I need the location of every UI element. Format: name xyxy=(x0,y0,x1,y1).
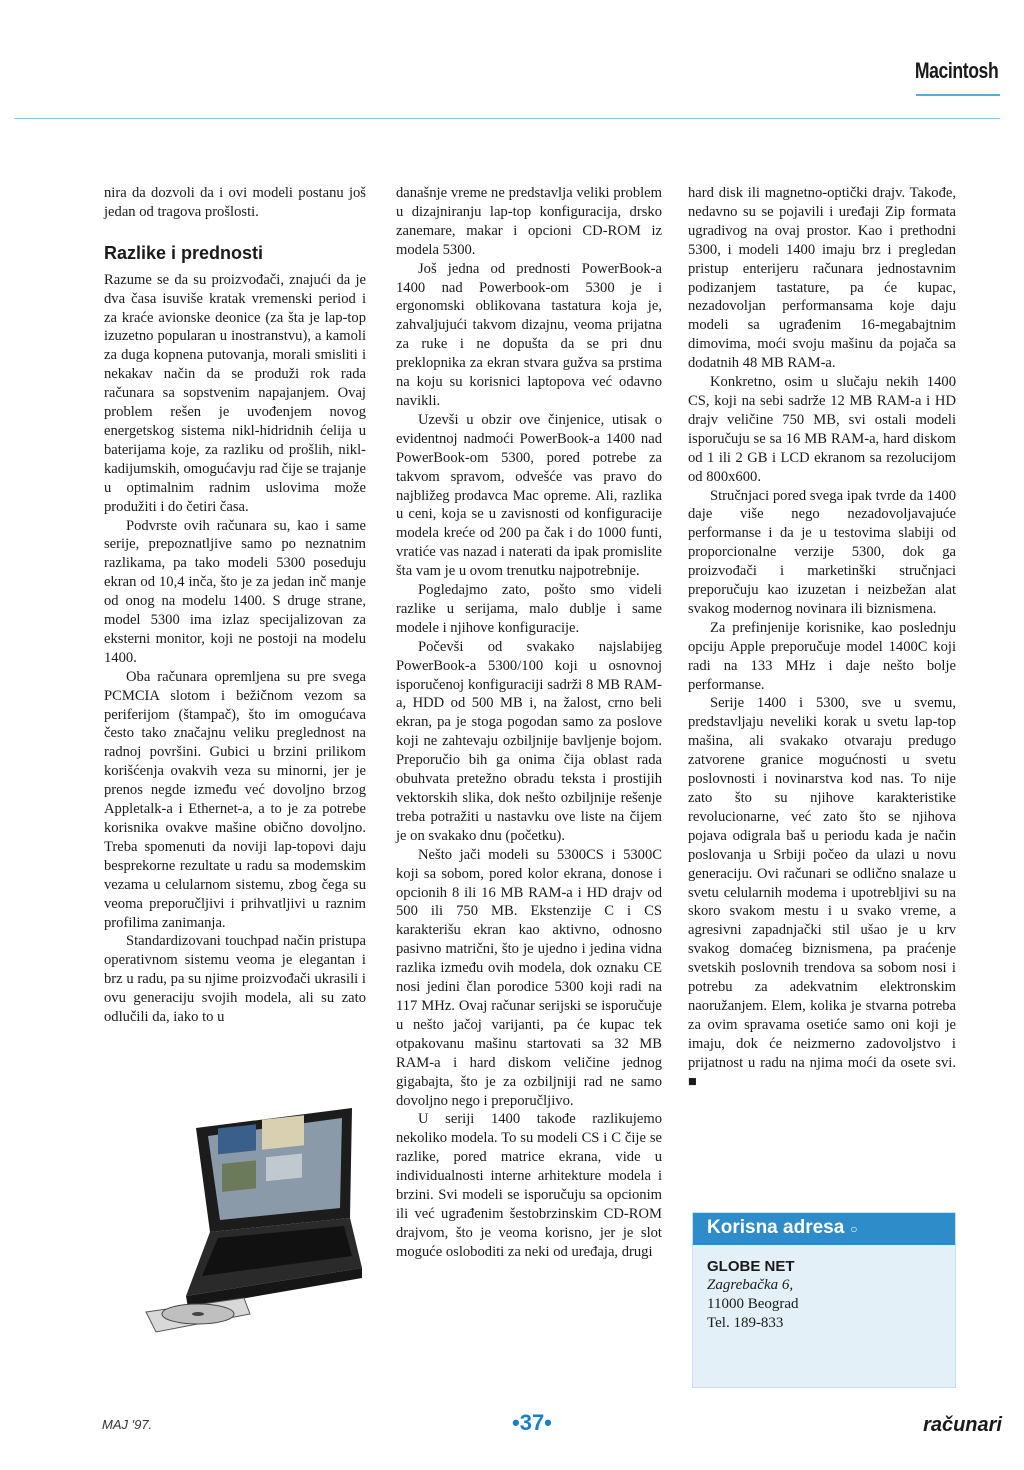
paragraph: Razume se da su proizvođači, znajući da je dva časa isuviše kratak vremenski period i za kraće avionske deonice (za šta je lap-top izuzetno popularan u inostranstvu), a kamoli za duga kopnena putovanja, morali smisliti i nekakav način da se produži rok rada računara sa sopstvenim napajanjem. Ovaj problem rešen je uvođenjem novog energetskog sistema nikl-hidridnih ćelija u baterijama koje, za razliku od prošlih, nikl-kadijumskih, omogućavju rad čije se trajanje u optimalnim radnim uslovima može produžiti i do četiri časa. xyxy=(104,271,366,515)
column-1 xyxy=(104,184,366,1027)
column-2 xyxy=(396,184,662,1262)
paragraph: hard disk ili magnetno-optički drajv. Takođe, nedavno su se pojavili i uređaji Zip formata ugradivog na ovaj prostor. Kao i prethodni 5300, i modeli 1400 imaju brz i pregledan pristup enterijeru računara jednostavnim podizanjem tastature, pa će kupac, nezadovoljan performansama koje daju modeli sa ugrađenim 16-megabajtnim dimovima, moći svoju mašinu da pojača sa dodatnih 48 MB RAM-a. xyxy=(688,185,956,372)
paragraph: Još jedna od prednosti PowerBook-a 1400 nad Powerbook-om 5300 je i ergonomski oblikovana tastatura koja je, zahvaljujući takvom dizajnu, veoma prijatna za ruke i ne dopušta da se pri dnu preklopnika za ekran stvara gužva sa prstima na koju su korisnici laptopova već odavno navikli. xyxy=(396,260,662,409)
address-box-body xyxy=(693,1245,955,1333)
paragraph: Oba računara opremljena su pre svega PCMCIA slotom i bežičnom vezom sa periferijom (štampač), što im omogućava često tako značajnu veliku preglednost na radnoj površini. Gubici u brzini prilikom korišćenja ovakvih veza su minorni, jer je prenos negde između već dovoljno brzog Appletalk-a i Ethernet-a, a to je za potrebe korisnika ovakve mašine obično dovoljno. Treba spomenuti da noviji lap-topovi daju besprekorne rezultate u radu sa modemskim vezama u celularnom sistemu, zbog čega su veoma preporučljivi i prihvatljivi u raznim profilima zanimanja. xyxy=(104,668,366,931)
paragraph: Počevši od svakako najslabijeg PowerBook-a 5300/100 koji u osnovnoj isporučenoj konfiguraciji sadrži 8 MB RAM-a, HDD od 500 MB i, na žalost, crno beli ekran, pa je stoga pogodan samo za poslove koji ne zahtevaju ozbiljnije bavljenje bojom. Preporučio bih ga onima čija oblast rada obuhvata pretežno obradu teksta i prostijih vektorskih slika, dok nešto ozbiljnije rešenje treba potražiti u nastavku ove liste na čijem je on svakako dnu (početku). xyxy=(396,638,662,844)
paragraph: Konkretno, osim u slučaju nekih 1400 CS, koji na sebi sadrže 12 MB RAM-a i HD drajv veličine 750 MB, svi ostali modeli isporučuju se sa 16 MB RAM-a, hard diskom od 1 ili 2 GB i LCD ekranom sa rezolucijom od 800x600. xyxy=(688,374,956,485)
paragraph: Za prefinjenije korisnike, kao poslednju opciju Apple preporučuje model 1400C koji radi na 133 MHz i daje nešto bolje performanse. xyxy=(688,619,956,693)
company-name: GLOBE NET xyxy=(707,1258,795,1275)
title-rule xyxy=(916,94,1000,96)
paragraph: U seriji 1400 takođe razlikujemo nekoliko modela. To su modeli CS i C čije se razlike, pored matrice ekrana, vide u individualnosti interne arhitekture modela i brzini. Svi modeli se isporučuju sa opcionim ili već ugrađenim šestobrzinskim CD-ROM drajvom, što je veoma korisno, jer je slot moguće osloboditi za neki od uređaja, drugi xyxy=(396,1111,662,1260)
city-address: 11000 Beograd xyxy=(707,1296,799,1312)
paragraph: nira da dozvoli da i ovi modeli postanu još jedan od tragova prošlosti. xyxy=(104,185,366,220)
paragraph: Pogledajmo zato, pošto smo videli razlike u serijama, malo dublje i same modele i njihove konfiguracije. xyxy=(396,582,662,636)
paragraph: Podvrste ovih računara su, kao i same serije, prepoznatljive samo po neznatnim razlikama, pa tako modeli 5300 poseduju ekran od 10,4 inča, što je za jedan inč manje od onog na modelu 1400. S druge strane, model 5300 ima izlaz specijalizovan za eksterni monitor, koji ne postoji na modelu 1400. xyxy=(104,517,366,666)
paragraph: Standardizovani touchpad način pristupa operativnom sistemu veoma je elegantan i brz u radu, pa su njime proizvođači ukrasili i ovu generaciju svojih modela, ali su zato odlučili da, iako to u xyxy=(104,933,366,1026)
subheading: Razlike i prednosti xyxy=(104,242,264,263)
section-title: Macintosh xyxy=(914,58,998,83)
address-box-title: Korisna adresa ○ xyxy=(693,1213,955,1245)
issue-date: MAJ '97. xyxy=(102,1417,153,1432)
address-box xyxy=(692,1212,956,1388)
header-rule xyxy=(14,118,1000,119)
paragraph: Serije 1400 i 5300, sve u svemu, predstavljaju neveliki korak u svetu lap-top mašina, ali svakako otvaraju predugo zatvorene granice mogućnosti u svetu poslovnosti i novinarstva kod nas. To nije zato što su njihove karakteristike revolucionarne, već zato što se njihova pojava odigrala baš u periodu kada je način poslovanja u Srbiji počeo da ulazi u novu generaciju. Ovi računari se odlično snalaze u svetu celularnih modema i upotrebljivi su na skoro svakom mestu i u svako vreme, a agresivni zapadnjački stil ušao je u krv svakog domaćeg biznismena, pa praćenje svetskih poslovnih trendova sa sobom nosi i potrebu za adekvatnim elektronskim naoružanjem. Elem, kolika je stvarna potreba za ovim spravama osetiće samo oni koji je imaju, dok će neizmerno zadovoljstvo i prijatnost u radu na njima moći da osete svi. ■ xyxy=(688,695,956,1090)
phone-number: Tel. 189-833 xyxy=(707,1315,784,1331)
paragraph: Nešto jači modeli su 5300CS i 5300C koji sa sobom, pored kolor ekrana, donose i opcionih 8 ili 16 MB RAM-a i HD drajv od 500 ili 750 MB. Ekstenzije C i CS karakterišu ekran kao aktivno, odnosno pasivno matrični, što je ujedno i jedina vidna razlika između ovih modela, dok oznaku CE nosi jedini član porodice 5300 koji radi na 117 MHz. Ovaj računar serijski se isporučuje u nešto jačoj varijanti, pa će kupac tek otpakovanu mašinu startovati sa 32 MB RAM-a i hard diskom veličine jednog gigabajta, što je za ozbiljniji rad ne samo dovoljno nego i preporučljivo. xyxy=(396,846,662,1109)
circle-icon: ○ xyxy=(850,1222,858,1236)
page-number: •37• xyxy=(512,1410,552,1435)
paragraph: Stručnjaci pored svega ipak tvrde da 1400 daje više nego nezadovoljavajuće performanse i da je u testovima slabiji od proporcionalne verzije 5300, dok ga proizvođači i marketinški stručnjaci preporučuju kao izuzetan i neizbežan alat svakog modernog novinara ili biznismena. xyxy=(688,487,956,617)
magazine-name: računari xyxy=(923,1414,1002,1436)
paragraph: današnje vreme ne predstavlja veliki problem u dizajniranju lap-top konfiguracija, drsko zanemare, makar i opcioni CD-ROM iz modela 5300. xyxy=(396,185,662,258)
street-address: Zagrebačka 6, xyxy=(707,1277,794,1293)
paragraph: Uzevši u obzir ove činjenice, utisak o evidentnoj nadmoći PowerBook-a 1400 nad PowerBook-om 5300, pored potrebe za takvom spravom, odvešće vas pravo do najbližeg prodavca Mac opreme. Ali, razlika u ceni, koja se u zavisnosti od konfiguracije modela kreće od 200 pa čak i do 1000 funti, vratiće vas nazad i naterati da ipak promislite šta vam je u ovom trenutku najpotrebnije. xyxy=(396,411,662,580)
column-3 xyxy=(688,184,956,1092)
laptop-photo xyxy=(126,1100,366,1350)
